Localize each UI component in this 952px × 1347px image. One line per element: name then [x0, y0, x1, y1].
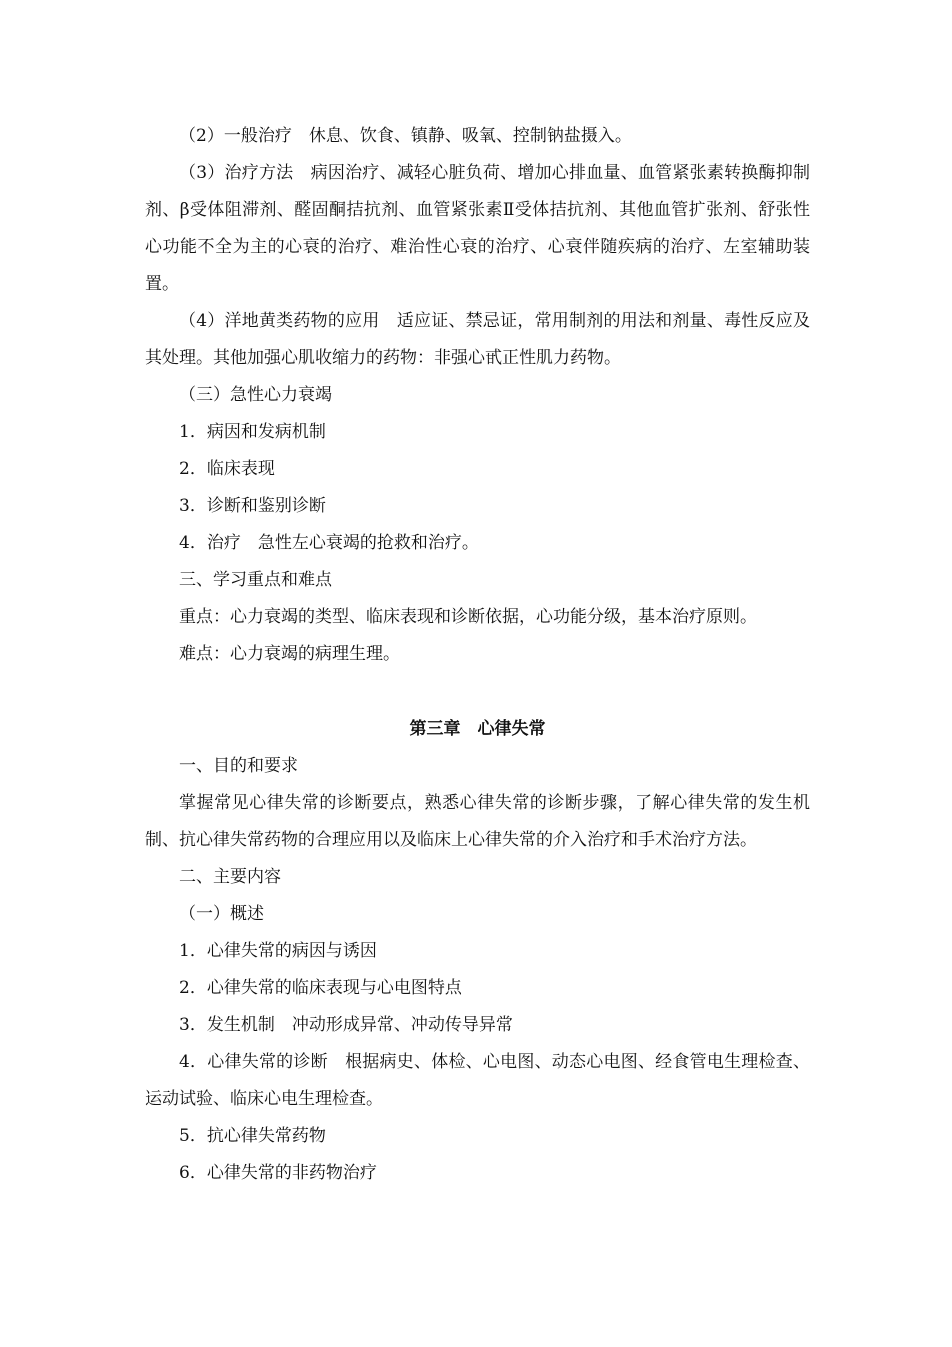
list-item-causes: 1．心律失常的病因与诱因: [179, 941, 377, 961]
paragraph-treatment-methods: （3）治疗方法 病因治疗、减轻心脏负荷、增加心排血量、血管紧张素转换酶抑制剂、β受体阻滞剂、醛固酮拮抗剂、血管紧张素Ⅱ受体拮抗剂、其他血管扩张剂、舒张性心功能不全为主的心衰的治疗、难治性心衰的治疗、心衰伴随疾病的治疗、左室辅助装置。: [145, 163, 810, 294]
list-item-clinical: 2．临床表现: [179, 459, 275, 479]
section-objectives: 一、目的和要求: [179, 756, 298, 776]
section-overview: （一）概述: [179, 904, 264, 924]
section-key-points: 三、学习重点和难点: [179, 570, 332, 590]
chapter-title: 第三章 心律失常: [409, 719, 546, 739]
list-item-diagnosis: 3．诊断和鉴别诊断: [179, 496, 326, 516]
list-item-mechanism: 3．发生机制 冲动形成异常、冲动传导异常: [179, 1015, 513, 1035]
section-gap: [145, 673, 810, 711]
paragraph-digitalis: （4）洋地黄类药物的应用 适应证、禁忌证，常用制剂的用法和剂量、毒性反应及其处理。其他加强心肌收缩力的药物：非强心甙正性肌力药物。: [145, 311, 810, 368]
paragraph-difficulties: 难点：心力衰竭的病理生理。: [179, 644, 400, 664]
paragraph-general-treatment: （2）一般治疗 休息、饮食、镇静、吸氧、控制钠盐摄入。: [179, 126, 632, 146]
list-item-antiarrhythmic-drugs: 5．抗心律失常药物: [179, 1126, 326, 1146]
list-item-non-drug-treatment: 6．心律失常的非药物治疗: [179, 1163, 377, 1183]
list-item-arrhythmia-diagnosis: 4．心律失常的诊断 根据病史、体检、心电图、动态心电图、经食管电生理检查、运动试验、临床心电生理检查。: [145, 1052, 810, 1109]
list-item-ecg: 2．心律失常的临床表现与心电图特点: [179, 978, 462, 998]
list-item-etiology: 1．病因和发病机制: [179, 422, 326, 442]
section-main-content: 二、主要内容: [179, 867, 281, 887]
paragraph-key-points: 重点：心力衰竭的类型、临床表现和诊断依据，心功能分级，基本治疗原则。: [179, 607, 757, 627]
section-acute-heart-failure: （三）急性心力衰竭: [179, 385, 332, 405]
list-item-treatment: 4．治疗 急性左心衰竭的抢救和治疗。: [179, 533, 479, 553]
paragraph-objectives: 掌握常见心律失常的诊断要点，熟悉心律失常的诊断步骤，了解心律失常的发生机制、抗心律失常药物的合理应用以及临床上心律失常的介入治疗和手术治疗方法。: [145, 793, 810, 850]
